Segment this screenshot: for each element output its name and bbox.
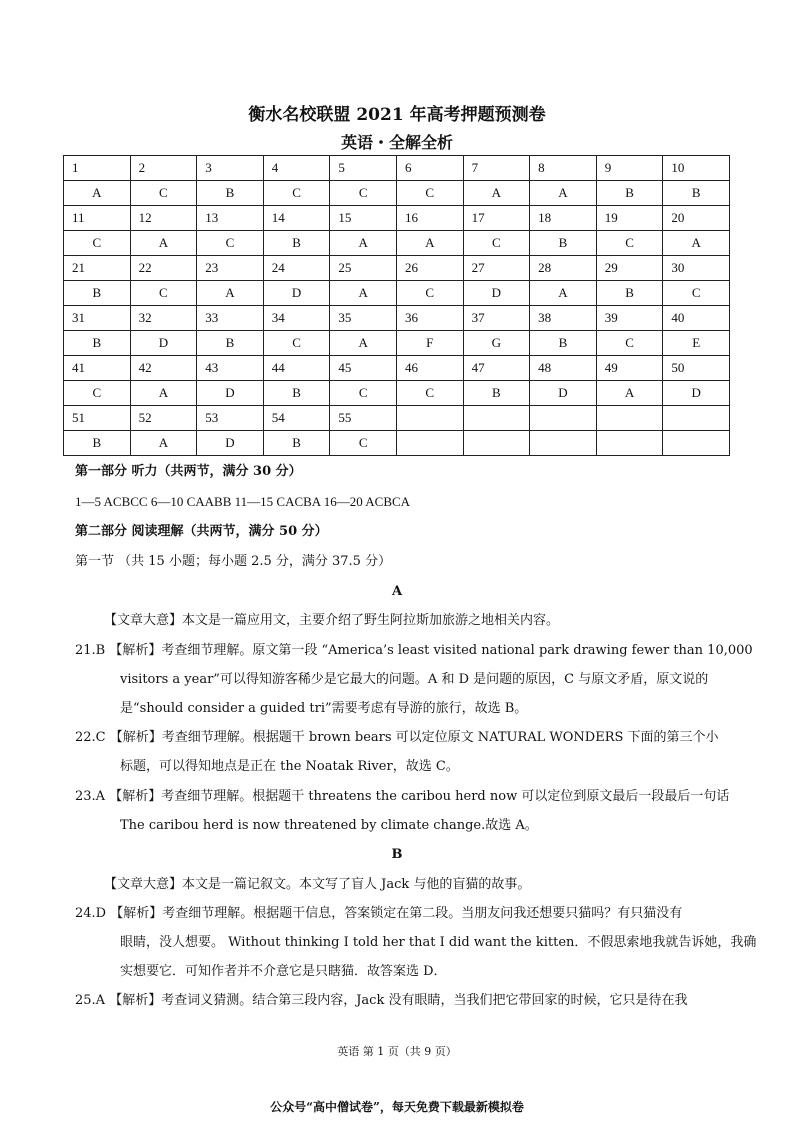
answer-cell bbox=[463, 431, 530, 456]
question-number-cell: 23 bbox=[197, 256, 264, 281]
question-number-cell: 8 bbox=[530, 156, 597, 181]
question-number-cell: 12 bbox=[130, 206, 197, 231]
question-number-cell: 9 bbox=[596, 156, 663, 181]
answer-cell: A bbox=[530, 181, 597, 206]
bottom-notice: 公众号“高中僧试卷”，每天免费下载最新模拟卷 bbox=[270, 1100, 524, 1114]
question-number-cell: 54 bbox=[263, 406, 330, 431]
question-number-cell: 38 bbox=[530, 306, 597, 331]
answer-row bbox=[64, 381, 730, 406]
answer-cell: C bbox=[130, 181, 197, 206]
answer-cell: A bbox=[663, 231, 730, 256]
answer-cell: A bbox=[530, 281, 597, 306]
answer-cell: A bbox=[596, 381, 663, 406]
part2-subsection: 第一节 （共 15 小题；每小题 2.5 分，满分 37.5 分） bbox=[75, 554, 392, 569]
answer-cell: B bbox=[263, 231, 330, 256]
answer-cell: A bbox=[330, 231, 397, 256]
question-number-cell: 21 bbox=[64, 256, 131, 281]
question-number-row bbox=[64, 206, 730, 231]
q23-line1: 23.A 【解析】考查细节理解。根据题干 threatens the caribou herd now 可以定位到原文最后一段最后一句话 bbox=[75, 789, 730, 804]
question-number-cell: 14 bbox=[263, 206, 330, 231]
page-title: 衡水名校联盟 2021 年高考押题预测卷 bbox=[248, 105, 546, 125]
question-number-cell: 24 bbox=[263, 256, 330, 281]
answer-cell: C bbox=[396, 181, 463, 206]
answer-cell: E bbox=[663, 331, 730, 356]
answer-cell: A bbox=[130, 431, 197, 456]
q22-line1: 22.C 【解析】考查细节理解。根据题干 brown bears 可以定位原文 NATURAL WONDERS 下面的第三个小 bbox=[75, 730, 719, 745]
answer-cell: G bbox=[463, 331, 530, 356]
q25-line1: 25.A 【解析】考查词义猜测。结合第三段内容，Jack 没有眼睛，当我们把它带回家的时候，它只是待在我 bbox=[75, 993, 688, 1008]
passage-b-summary: 【文章大意】本文是一篇记叙文。本文写了盲人 Jack 与他的盲猫的故事。 bbox=[104, 877, 531, 892]
question-number-cell: 47 bbox=[463, 356, 530, 381]
answer-cell bbox=[596, 431, 663, 456]
q22-line2: 标题，可以得知地点是正在 the Noatak River，故选 C。 bbox=[120, 759, 459, 774]
answer-cell: D bbox=[197, 381, 264, 406]
q21-line3: 是“should consider a guided tri”需要考虑有导游的旅行，故选 B。 bbox=[120, 701, 528, 716]
question-number-cell: 43 bbox=[197, 356, 264, 381]
answer-row bbox=[64, 431, 730, 456]
answer-cell: B bbox=[463, 381, 530, 406]
answer-cell: B bbox=[263, 381, 330, 406]
question-number-cell: 33 bbox=[197, 306, 264, 331]
part1-answers: 1—5 ACBCC 6—10 CAABB 11—15 CACBA 16—20 ACBCA bbox=[75, 494, 411, 509]
question-number-cell: 10 bbox=[663, 156, 730, 181]
answer-cell: C bbox=[396, 381, 463, 406]
question-number-cell: 15 bbox=[330, 206, 397, 231]
question-number-cell: 55 bbox=[330, 406, 397, 431]
question-number-cell: 2 bbox=[130, 156, 197, 181]
answer-cell bbox=[663, 431, 730, 456]
question-number-row bbox=[64, 356, 730, 381]
answer-cell: D bbox=[463, 281, 530, 306]
question-number-cell: 28 bbox=[530, 256, 597, 281]
passage-a-summary: 【文章大意】本文是一篇应用文，主要介绍了野生阿拉斯加旅游之地相关内容。 bbox=[104, 613, 560, 628]
question-number-cell: 7 bbox=[463, 156, 530, 181]
question-number-row bbox=[64, 256, 730, 281]
answer-cell: C bbox=[130, 281, 197, 306]
q24-line2: 眼睛，没人想要。 Without thinking I told her that I did want the kitten．不假思索地我就告诉她，我确 bbox=[120, 935, 757, 950]
question-number-cell: 11 bbox=[64, 206, 131, 231]
question-number-cell: 45 bbox=[330, 356, 397, 381]
answer-cell: B bbox=[596, 181, 663, 206]
answer-cell: A bbox=[396, 231, 463, 256]
question-number-cell: 31 bbox=[64, 306, 131, 331]
question-number-cell: 17 bbox=[463, 206, 530, 231]
question-number-cell: 51 bbox=[64, 406, 131, 431]
answer-cell: B bbox=[663, 181, 730, 206]
part2-title: 第二部分 阅读理解（共两节，满分 50 分） bbox=[75, 524, 328, 539]
part1-title: 第一部分 听力（共两节，满分 30 分） bbox=[75, 464, 302, 479]
question-number-cell: 52 bbox=[130, 406, 197, 431]
passage-a-label: A bbox=[391, 584, 403, 599]
question-number-cell: 19 bbox=[596, 206, 663, 231]
answer-cell: C bbox=[663, 281, 730, 306]
answer-cell: C bbox=[396, 281, 463, 306]
question-number-cell: 25 bbox=[330, 256, 397, 281]
question-number-cell: 35 bbox=[330, 306, 397, 331]
answer-table bbox=[63, 155, 730, 456]
answer-cell: B bbox=[530, 231, 597, 256]
question-number-cell: 53 bbox=[197, 406, 264, 431]
answer-cell bbox=[530, 431, 597, 456]
question-number-cell: 3 bbox=[197, 156, 264, 181]
answer-cell: C bbox=[64, 381, 131, 406]
passage-b-label: B bbox=[391, 847, 403, 862]
answer-cell: A bbox=[330, 331, 397, 356]
question-number-cell: 49 bbox=[596, 356, 663, 381]
question-number-cell: 27 bbox=[463, 256, 530, 281]
answer-cell: C bbox=[197, 231, 264, 256]
question-number-cell bbox=[396, 406, 463, 431]
question-number-cell: 39 bbox=[596, 306, 663, 331]
answer-cell: B bbox=[530, 331, 597, 356]
question-number-cell: 32 bbox=[130, 306, 197, 331]
answer-cell: C bbox=[330, 431, 397, 456]
question-number-cell: 20 bbox=[663, 206, 730, 231]
answer-row bbox=[64, 181, 730, 206]
answer-cell: C bbox=[596, 331, 663, 356]
answer-cell: A bbox=[130, 231, 197, 256]
q23-line2: The caribou herd is now threatened by climate change.故选 A。 bbox=[120, 818, 538, 833]
answer-cell: C bbox=[596, 231, 663, 256]
answer-cell: B bbox=[64, 331, 131, 356]
question-number-cell: 46 bbox=[396, 356, 463, 381]
answer-cell: B bbox=[64, 431, 131, 456]
answer-cell: A bbox=[130, 381, 197, 406]
q21-line1: 21.B 【解析】考查细节理解。原文第一段 “America’s least visited national park drawing fewer than 10,000 bbox=[75, 643, 753, 658]
question-number-cell: 44 bbox=[263, 356, 330, 381]
answer-cell: D bbox=[130, 331, 197, 356]
answer-cell: C bbox=[263, 331, 330, 356]
question-number-cell: 22 bbox=[130, 256, 197, 281]
answer-row bbox=[64, 331, 730, 356]
q21-line2: visitors a year”可以得知游客稀少是它最大的问题。A 和 D 是问题的原因，C 与原文矛盾，原文说的 bbox=[120, 672, 709, 687]
question-number-cell: 13 bbox=[197, 206, 264, 231]
question-number-cell: 1 bbox=[64, 156, 131, 181]
answer-row bbox=[64, 231, 730, 256]
question-number-row bbox=[64, 306, 730, 331]
question-number-cell: 42 bbox=[130, 356, 197, 381]
q24-line3: 实想要它．可知作者并不介意它是只瞎猫．故答案选 D． bbox=[120, 964, 447, 979]
question-number-cell: 29 bbox=[596, 256, 663, 281]
answer-cell: D bbox=[197, 431, 264, 456]
question-number-cell bbox=[463, 406, 530, 431]
answer-cell: C bbox=[330, 181, 397, 206]
answer-cell: C bbox=[263, 181, 330, 206]
answer-cell: C bbox=[463, 231, 530, 256]
answer-cell: B bbox=[197, 181, 264, 206]
question-number-cell: 37 bbox=[463, 306, 530, 331]
question-number-cell: 30 bbox=[663, 256, 730, 281]
question-number-cell: 50 bbox=[663, 356, 730, 381]
question-number-cell bbox=[663, 406, 730, 431]
answer-row bbox=[64, 281, 730, 306]
question-number-row bbox=[64, 156, 730, 181]
question-number-cell: 5 bbox=[330, 156, 397, 181]
answer-cell: C bbox=[64, 231, 131, 256]
question-number-cell bbox=[596, 406, 663, 431]
answer-cell: B bbox=[596, 281, 663, 306]
question-number-row bbox=[64, 406, 730, 431]
answer-cell: D bbox=[663, 381, 730, 406]
answer-cell: C bbox=[330, 381, 397, 406]
question-number-cell bbox=[530, 406, 597, 431]
question-number-cell: 48 bbox=[530, 356, 597, 381]
answer-cell: B bbox=[64, 281, 131, 306]
page-subtitle: 英语・全解全析 bbox=[340, 133, 453, 152]
answer-cell: F bbox=[396, 331, 463, 356]
answer-cell: A bbox=[463, 181, 530, 206]
question-number-cell: 16 bbox=[396, 206, 463, 231]
answer-cell: D bbox=[263, 281, 330, 306]
question-number-cell: 6 bbox=[396, 156, 463, 181]
page-footer: 英语 第 1 页（共 9 页） bbox=[337, 1045, 457, 1058]
answer-cell: D bbox=[530, 381, 597, 406]
question-number-cell: 34 bbox=[263, 306, 330, 331]
question-number-cell: 41 bbox=[64, 356, 131, 381]
q24-line1: 24.D 【解析】考查细节理解。根据题干信息，答案锁定在第二段。当朋友问我还想要只猫吗？有只猫没有 bbox=[75, 906, 683, 921]
question-number-cell: 18 bbox=[530, 206, 597, 231]
answer-cell: A bbox=[330, 281, 397, 306]
question-number-cell: 36 bbox=[396, 306, 463, 331]
answer-cell: A bbox=[64, 181, 131, 206]
question-number-cell: 40 bbox=[663, 306, 730, 331]
answer-cell bbox=[396, 431, 463, 456]
answer-cell: A bbox=[197, 281, 264, 306]
question-number-cell: 26 bbox=[396, 256, 463, 281]
answer-cell: B bbox=[197, 331, 264, 356]
question-number-cell: 4 bbox=[263, 156, 330, 181]
answer-cell: B bbox=[263, 431, 330, 456]
